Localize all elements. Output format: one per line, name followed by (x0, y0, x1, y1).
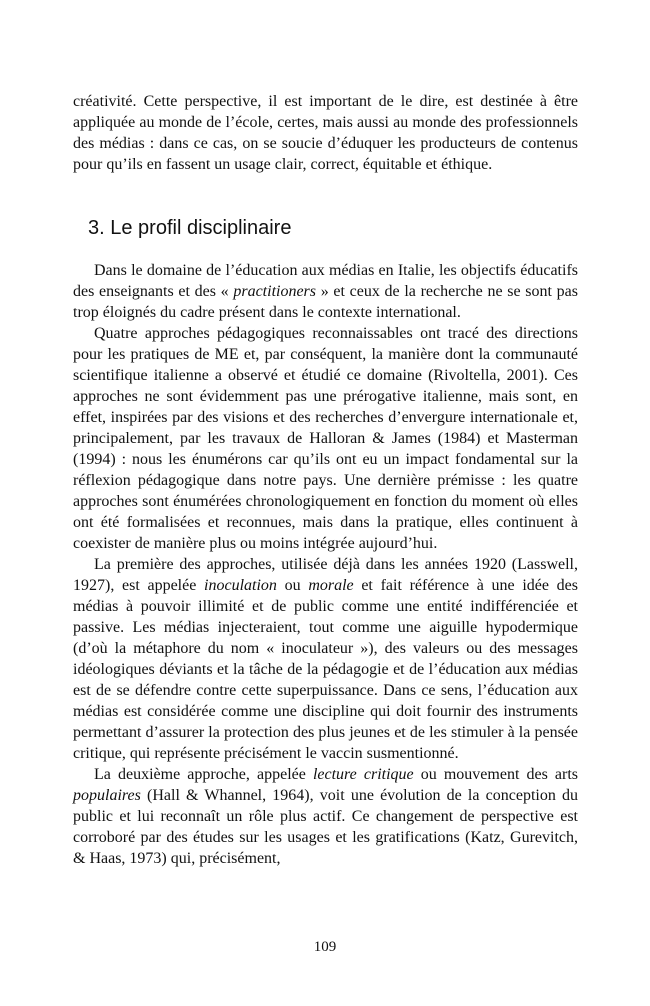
paragraph-3-part-e: et fait référence à une idée des médias à pouvoir illimité et de public comme une entité indifférenciée et passive. Les médias injecteraient, tout comme une aiguille hypodermique (d’où la métaphore du nom « inoculateur »), des valeurs ou des messages idéologiques déviants et la tâche de la pédagogie et de l’éducation aux médias est de se défendre contre cette superpuissance. Dans ce sens, l’éducation aux médias est considérée comme une discipline qui doit fournir des instruments permettant d’assurer la protection des plus jeunes et de les stimuler à la pensée critique, qui représente précisément le vaccin susmentionné. (73, 577, 579, 762)
paragraph-3-italic-morale: morale (308, 577, 354, 594)
paragraph-1-part-c: » et ceux de la recherche ne se sont pas trop éloignés du cadre présent dans le contexte international. (73, 283, 578, 321)
paragraph-1 (73, 260, 578, 323)
intro-paragraph-block (73, 91, 578, 175)
paragraph-3-part-c: ou (276, 577, 309, 594)
intro-paragraph: créativité. Cette perspective, il est important de le dire, est destinée à être appliquée au monde de l’école, certes, mais aussi au monde des professionnels des médias : dans ce cas, on se soucie d’éduquer les producteurs de contenus pour qu’ils en fassent un usage clair, correct, équitable et éthique. (73, 93, 578, 173)
paragraph-2: Quatre approches pédagogiques reconnaissables ont tracé des directions pour les pratiques de ME et, par conséquent, la manière dont la communauté scientifique italienne a observé et étudié ce domaine (Rivoltella, 2001). Ces approches ne sont évidemment pas une prérogative italienne, mais sont, en effet, inspirées par des visions et des recherches d’envergure internationale et, principalement, par les travaux de Halloran & James (1984) et Masterman (1994) : nous les énumérons car qu’ils ont eu un impact fondamental sur la réflexion pédagogique dans notre pays. Une dernière prémisse : les quatre approches sont énumérées chronologiquement en fonction du moment où elles ont été formalisées et reconnues, mais dans la pratique, elles continuent à coexister de manière plus ou moins intégrée aujourd’hui. (73, 325, 578, 552)
paragraph-4-part-e: (Hall & Whannel, 1964), voit une évolution de la conception du public et lui reconnaît un rôle plus actif. Ce changement de perspective est corroboré par des études sur les usages et les gratifications (Katz, Gurevitch, & Haas, 1973) qui, précisément, (73, 787, 578, 867)
section-heading: 3. Le profil disciplinaire (88, 217, 292, 239)
paragraph-3 (73, 554, 578, 764)
paragraph-4-part-a: La deuxième approche, appelée (94, 766, 313, 783)
paragraph-3-part-a: La première des approches, utilisée déjà dans les années 1920 (Lasswell, 1927), est appelée (73, 556, 578, 594)
paragraph-4-part-c: ou mouvement des arts (413, 766, 579, 783)
paragraph-1-part-a: Dans le domaine de l’éducation aux médias en Italie, les objectifs éducatifs des enseignants et des « (73, 262, 578, 300)
paragraph-3-italic-inoculation: inoculation (204, 577, 277, 594)
paragraph-4 (73, 764, 578, 869)
section-body (73, 260, 578, 869)
paragraph-4-italic-lecture-critique: lecture critique (312, 766, 414, 783)
page-number: 109 (313, 939, 337, 955)
paragraph-4-italic-populaires: populaires (73, 787, 141, 804)
paragraph-1-italic-practitioners: practitioners (233, 283, 317, 300)
